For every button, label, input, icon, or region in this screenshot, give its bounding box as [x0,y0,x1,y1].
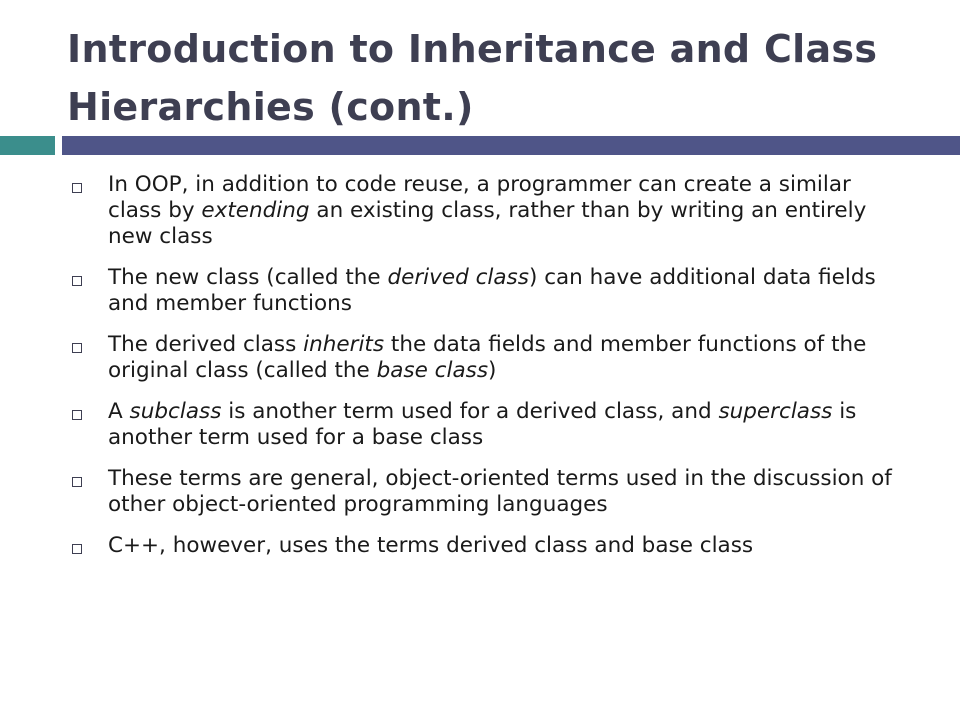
title-accent-bar-navy [62,136,960,155]
bullet-item [72,466,902,518]
hollow-square-icon [72,276,82,286]
bullet-text: C++, however, uses the terms derived class and base class [108,533,754,558]
bullet-item [72,399,902,451]
hollow-square-icon [72,343,82,353]
hollow-square-icon [72,477,82,487]
bullet-text: A subclass is another term used for a derived class, and superclass is another term used for a base class [108,399,857,450]
bullet-list [72,172,902,574]
bullet-text: The new class (called the derived class) can have additional data fields and member functions [108,265,876,316]
slide-title: Introduction to Inheritance and Class Hierarchies (cont.) [67,27,878,129]
bullet-item [72,265,902,317]
hollow-square-icon [72,410,82,420]
hollow-square-icon [72,544,82,554]
bullet-text: These terms are general, object-oriented terms used in the discussion of other object-oriented programming languages [108,466,892,517]
bullet-item [72,332,902,384]
bullet-text: In OOP, in addition to code reuse, a programmer can create a similar class by extending an existing class, rather than by writing an entirely new class [108,172,867,249]
title-accent-bar-teal [0,136,55,155]
bullet-item [72,533,902,559]
bullet-text: The derived class inherits the data fields and member functions of the original class (called the base class) [108,332,867,383]
bullet-item [72,172,902,250]
hollow-square-icon [72,183,82,193]
